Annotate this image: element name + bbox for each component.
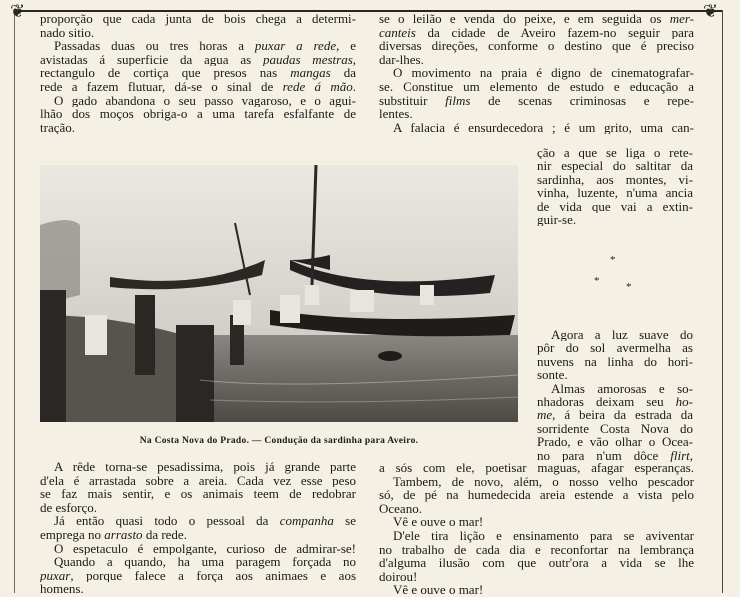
text-segment: avistadas á superficie da agua as — [40, 52, 263, 67]
text-segment: de esforço. — [40, 500, 98, 515]
text-segment: O espetaculo é empolgante, curioso de admirar-se! — [54, 541, 356, 556]
text-segment: Vê e ouve o mar! — [393, 515, 484, 529]
italic-term: puxar — [40, 568, 71, 583]
text-segment: d'ela é arrastada sobre a areia. Cada vez esse peso — [40, 473, 356, 488]
text-line — [379, 583, 694, 597]
italic-term: films — [445, 93, 471, 108]
text-segment: sorridente Costa Nova do — [537, 421, 693, 436]
text-line — [379, 475, 694, 489]
text-line — [40, 487, 356, 501]
text-segment: Agora a luz suave do — [551, 328, 693, 342]
text-segment: vinha, luzente, n'uma ancia — [537, 186, 693, 200]
text-segment: rede a fazem flutuar, dá-se o sinal de — [40, 79, 283, 94]
italic-term: rede á mão — [282, 79, 353, 94]
text-line — [40, 569, 356, 583]
text-line — [379, 53, 694, 67]
column-right-bottom — [379, 461, 694, 597]
text-segment: ção a que se liga o rete- — [537, 146, 693, 160]
photograph-beach-boats — [40, 165, 518, 422]
text-line — [40, 107, 356, 121]
italic-term: mer- — [669, 12, 694, 26]
text-line — [537, 200, 693, 213]
separator-star: * — [626, 281, 632, 293]
text-segment: D'ele tira lição e ensinamento para se aviventar — [393, 528, 694, 543]
text-line — [537, 328, 693, 341]
text-segment: diversas direções, conforme o destino que é preciso — [379, 39, 694, 53]
text-segment: se o leilão e venda do peixe, e em seguida os — [379, 12, 670, 26]
italic-term: mangas — [290, 66, 331, 80]
photo-caption: Na Costa Nova do Prado. — Condução da sardinha para Aveiro. — [139, 436, 419, 446]
text-line — [379, 107, 694, 121]
text-segment: de vida que vai a extin- — [537, 199, 693, 213]
text-segment: rectangulo de cortiça que presos nas — [40, 66, 291, 80]
column-left-bottom — [40, 460, 356, 596]
text-line — [40, 555, 356, 569]
left-border-rule — [14, 10, 15, 593]
italic-term: companha — [279, 514, 334, 528]
text-segment: emprega no — [40, 527, 105, 542]
text-line — [537, 173, 693, 186]
text-line — [537, 146, 693, 159]
text-segment: se. Constitue um elemento de estudo e educação a — [379, 79, 694, 94]
text-segment: no para n'um dôce — [537, 448, 671, 462]
text-line — [537, 368, 693, 381]
text-segment: se — [333, 514, 356, 528]
text-line — [40, 501, 356, 515]
corner-ornament-left: ❦ — [10, 1, 26, 21]
text-line — [379, 556, 694, 570]
text-line — [537, 341, 693, 354]
text-segment: guir-se. — [537, 212, 577, 227]
text-line — [537, 395, 693, 408]
text-segment: O movimento na praia é digno de cinematografar- — [393, 66, 694, 80]
italic-term: ho- — [675, 394, 693, 409]
text-line — [40, 460, 356, 474]
text-line — [379, 94, 694, 108]
italic-term: flirt — [670, 448, 690, 462]
text-line — [537, 435, 693, 448]
text-line — [537, 422, 693, 435]
text-segment: tração. — [40, 120, 76, 135]
text-line — [40, 94, 356, 108]
column-right-top — [379, 12, 694, 134]
text-line — [40, 53, 356, 67]
text-segment: substituir — [379, 93, 446, 108]
text-segment: pôr do sol avermelha as — [537, 341, 693, 355]
text-line — [40, 528, 356, 542]
text-segment: da cidade de Aveiro fazem-no seguir para — [415, 25, 694, 40]
text-line — [40, 474, 356, 488]
text-line — [40, 582, 356, 596]
text-line — [379, 12, 694, 26]
text-segment: da rede. — [142, 527, 187, 542]
column-narrow-bottom — [537, 328, 693, 462]
text-segment: lhão dos moços obriga-o a uma tarefa esfalfante de — [40, 107, 356, 121]
text-segment: , e — [336, 39, 356, 53]
text-line — [40, 80, 356, 94]
text-segment: proporção que cada junta de bois chega a determi- — [40, 12, 356, 26]
text-segment: a sós com ele, poetisar maguas, afagar esperanças. — [379, 461, 694, 475]
text-line — [40, 12, 356, 26]
text-line — [537, 355, 693, 368]
text-line — [537, 213, 693, 226]
text-segment: nado sitio. — [40, 25, 95, 40]
text-line — [40, 66, 356, 80]
column-narrow-top — [537, 146, 693, 226]
text-line — [379, 502, 694, 516]
column-left-top — [40, 12, 356, 134]
italic-term: puxar a rede — [254, 39, 337, 53]
text-segment: Passadas duas ou tres horas a — [54, 39, 255, 53]
text-segment: d'alguma ilusão com que outr'ora a vida se lhe — [379, 556, 694, 570]
separator-star: * — [610, 254, 616, 266]
text-line — [379, 26, 694, 40]
text-line — [379, 39, 694, 53]
text-segment: O gado abandona o seu passo vagaroso, e o agui- — [54, 93, 356, 108]
text-segment: Almas amorosas e so- — [551, 381, 693, 395]
italic-term: me — [537, 408, 553, 422]
italic-term: arrasto — [104, 527, 143, 542]
corner-ornament-right: ❦ — [703, 1, 719, 21]
text-segment: sardinha, aos montes, vi- — [537, 172, 693, 187]
text-line — [379, 80, 694, 94]
text-line — [40, 26, 356, 40]
text-line — [537, 186, 693, 199]
text-line — [379, 121, 694, 135]
text-segment: , á beira da estrada da — [552, 408, 693, 422]
italic-term: canteis — [379, 25, 416, 40]
text-segment: Tambem, de novo, além, o nosso velho pescador — [393, 474, 694, 489]
text-line — [379, 543, 694, 557]
text-line — [537, 408, 693, 421]
text-segment: da — [330, 66, 356, 80]
text-segment: Já então quasi todo o pessoal da — [54, 514, 280, 528]
text-line — [40, 121, 356, 135]
text-segment: lentes. — [379, 107, 413, 121]
text-segment: , — [352, 52, 356, 67]
text-line — [537, 159, 693, 172]
text-segment: nuvens na linha do hori- — [537, 354, 693, 369]
text-segment: . — [352, 79, 356, 94]
text-line — [40, 542, 356, 556]
text-segment: doirou! — [379, 569, 418, 584]
text-line — [40, 514, 356, 528]
text-segment: Quando a quando, ha uma paragem forçada no — [54, 555, 356, 569]
text-segment: A rêde torna-se pesadissima, pois já grande parte — [54, 460, 356, 474]
text-line — [40, 39, 356, 53]
text-segment: Prado, e vão olhar o Ocea- — [537, 435, 693, 449]
text-segment: nhadoras deixam seu — [537, 394, 676, 409]
text-segment: Oceano. — [379, 501, 422, 516]
separator-star: * — [594, 275, 600, 287]
text-line — [537, 382, 693, 395]
text-segment: Vê e ouve o mar! — [393, 583, 484, 597]
text-line — [379, 529, 694, 543]
italic-term: paudas mestras — [262, 52, 353, 67]
text-segment: se faz mais sentir, e os animais teem de redobrar — [40, 487, 356, 501]
text-line — [379, 461, 694, 475]
text-line — [379, 570, 694, 584]
text-segment: , — [689, 448, 693, 462]
text-line — [537, 449, 693, 462]
text-segment: dar-lhes. — [379, 52, 424, 67]
right-border-rule — [722, 10, 723, 593]
text-segment: de scenas criminosas e repe- — [470, 93, 694, 108]
text-segment: sonte. — [537, 368, 568, 382]
text-line — [379, 488, 694, 502]
text-line — [379, 66, 694, 80]
text-segment: A falacia é ensurdecedora ; é um grito, uma can- — [393, 120, 694, 135]
text-segment: , porque falece a força aos animaes e aos — [70, 568, 356, 583]
text-segment: no trabalho de cada dia e reconfortar na lembrança — [379, 542, 694, 557]
text-segment: homens. — [40, 582, 84, 596]
text-line — [379, 515, 694, 529]
text-segment: nir especial do saltitar da — [537, 159, 693, 173]
text-segment: só, de pé na humedecida areia estende a vista pelo — [379, 488, 694, 502]
